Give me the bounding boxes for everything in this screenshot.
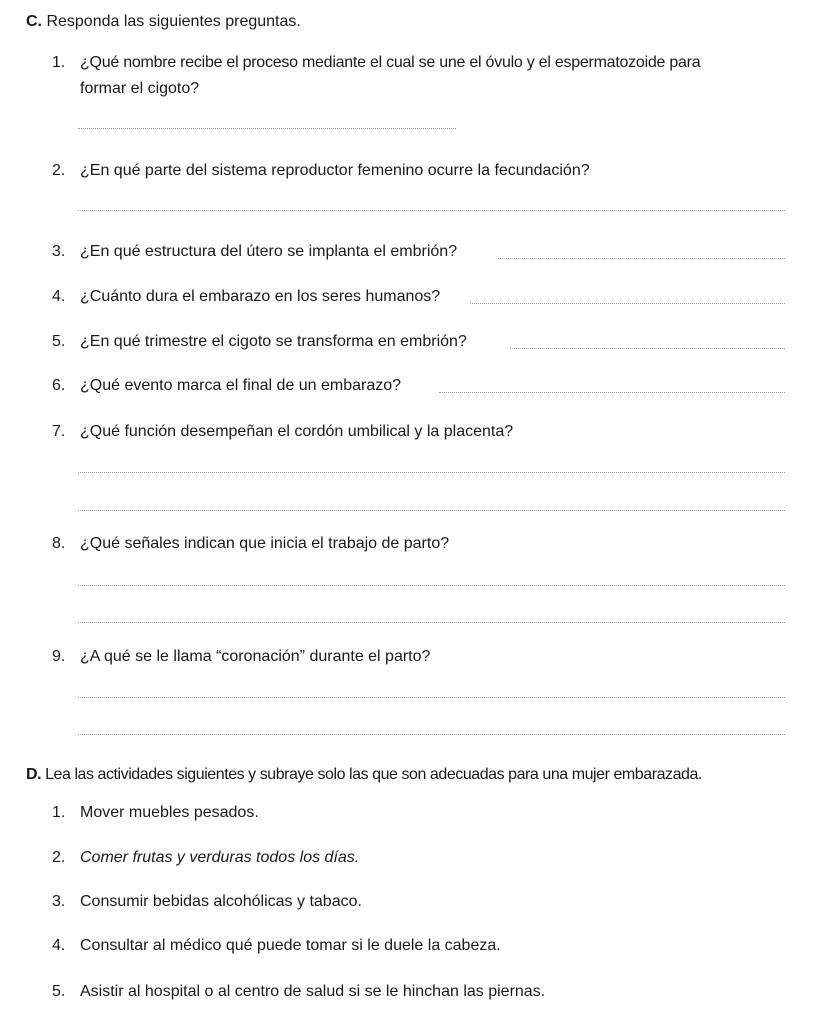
question-9-text: ¿A qué se le llama “coronación” durante el parto? [80, 648, 431, 665]
question-5-number: 5. [52, 333, 66, 350]
question-3-text: ¿En qué estructura del útero se implanta el embrión? [80, 243, 458, 260]
answer-line-q1[interactable] [78, 128, 456, 129]
section-d-header [26, 765, 702, 784]
question-2-number: 2. [52, 162, 66, 179]
section-d-instruction: Lea las actividades siguientes y subraye solo las que son adecuadas para una mujer embarazada. [45, 766, 702, 783]
answer-line-q5[interactable] [510, 348, 785, 349]
question-6-number: 6. [52, 377, 66, 394]
section-c-instruction: Responda las siguientes preguntas. [46, 13, 301, 30]
section-c-header [26, 12, 301, 31]
answer-line-q3[interactable] [498, 258, 785, 259]
question-8-text: ¿Qué señales indican que inicia el trabajo de parto? [80, 535, 450, 552]
activity-5-text[interactable]: Asistir al hospital o al centro de salud si se le hinchan las piernas. [80, 983, 546, 1000]
question-7-text: ¿Qué función desempeñan el cordón umbilical y la placenta? [80, 423, 514, 440]
answer-line-q7-1[interactable] [78, 472, 785, 473]
activity-3-text[interactable]: Consumir bebidas alcohólicas y tabaco. [80, 893, 362, 910]
activity-1-number: 1. [52, 804, 66, 821]
question-3-number: 3. [52, 243, 66, 260]
answer-line-q9-2[interactable] [78, 734, 785, 735]
answer-line-q2[interactable] [78, 210, 785, 211]
activity-1-text[interactable]: Mover muebles pesados. [80, 804, 259, 821]
section-d-letter: D. [26, 766, 42, 783]
question-9-number: 9. [52, 648, 66, 665]
answer-line-q7-2[interactable] [78, 510, 785, 511]
question-1-text-line2: formar el cigoto? [80, 80, 200, 97]
question-8-number: 8. [52, 535, 66, 552]
answer-line-q8-2[interactable] [78, 622, 785, 623]
answer-line-q8-1[interactable] [78, 585, 785, 586]
question-4-text: ¿Cuánto dura el embarazo en los seres humanos? [80, 288, 441, 305]
question-2-text: ¿En qué parte del sistema reproductor femenino ocurre la fecundación? [80, 162, 590, 179]
answer-line-q9-1[interactable] [78, 697, 785, 698]
question-1-text-line1: ¿Qué nombre recibe el proceso mediante el cual se une el óvulo y el espermatozoide para [80, 54, 701, 71]
activity-2-number: 2. [52, 849, 66, 866]
question-4-number: 4. [52, 288, 66, 305]
activity-4-text[interactable]: Consultar al médico qué puede tomar si le duele la cabeza. [80, 937, 501, 954]
question-5-text: ¿En qué trimestre el cigoto se transforma en embrión? [80, 333, 467, 350]
activity-3-number: 3. [52, 893, 66, 910]
answer-line-q6[interactable] [439, 392, 785, 393]
activity-2-text[interactable]: Comer frutas y verduras todos los días. [80, 849, 360, 866]
question-6-text: ¿Qué evento marca el final de un embarazo? [80, 377, 402, 394]
question-1-number: 1. [52, 54, 66, 71]
answer-line-q4[interactable] [470, 303, 785, 304]
activity-5-number: 5. [52, 983, 66, 1000]
question-7-number: 7. [52, 423, 66, 440]
activity-4-number: 4. [52, 937, 66, 954]
section-c-letter: C. [26, 13, 42, 30]
